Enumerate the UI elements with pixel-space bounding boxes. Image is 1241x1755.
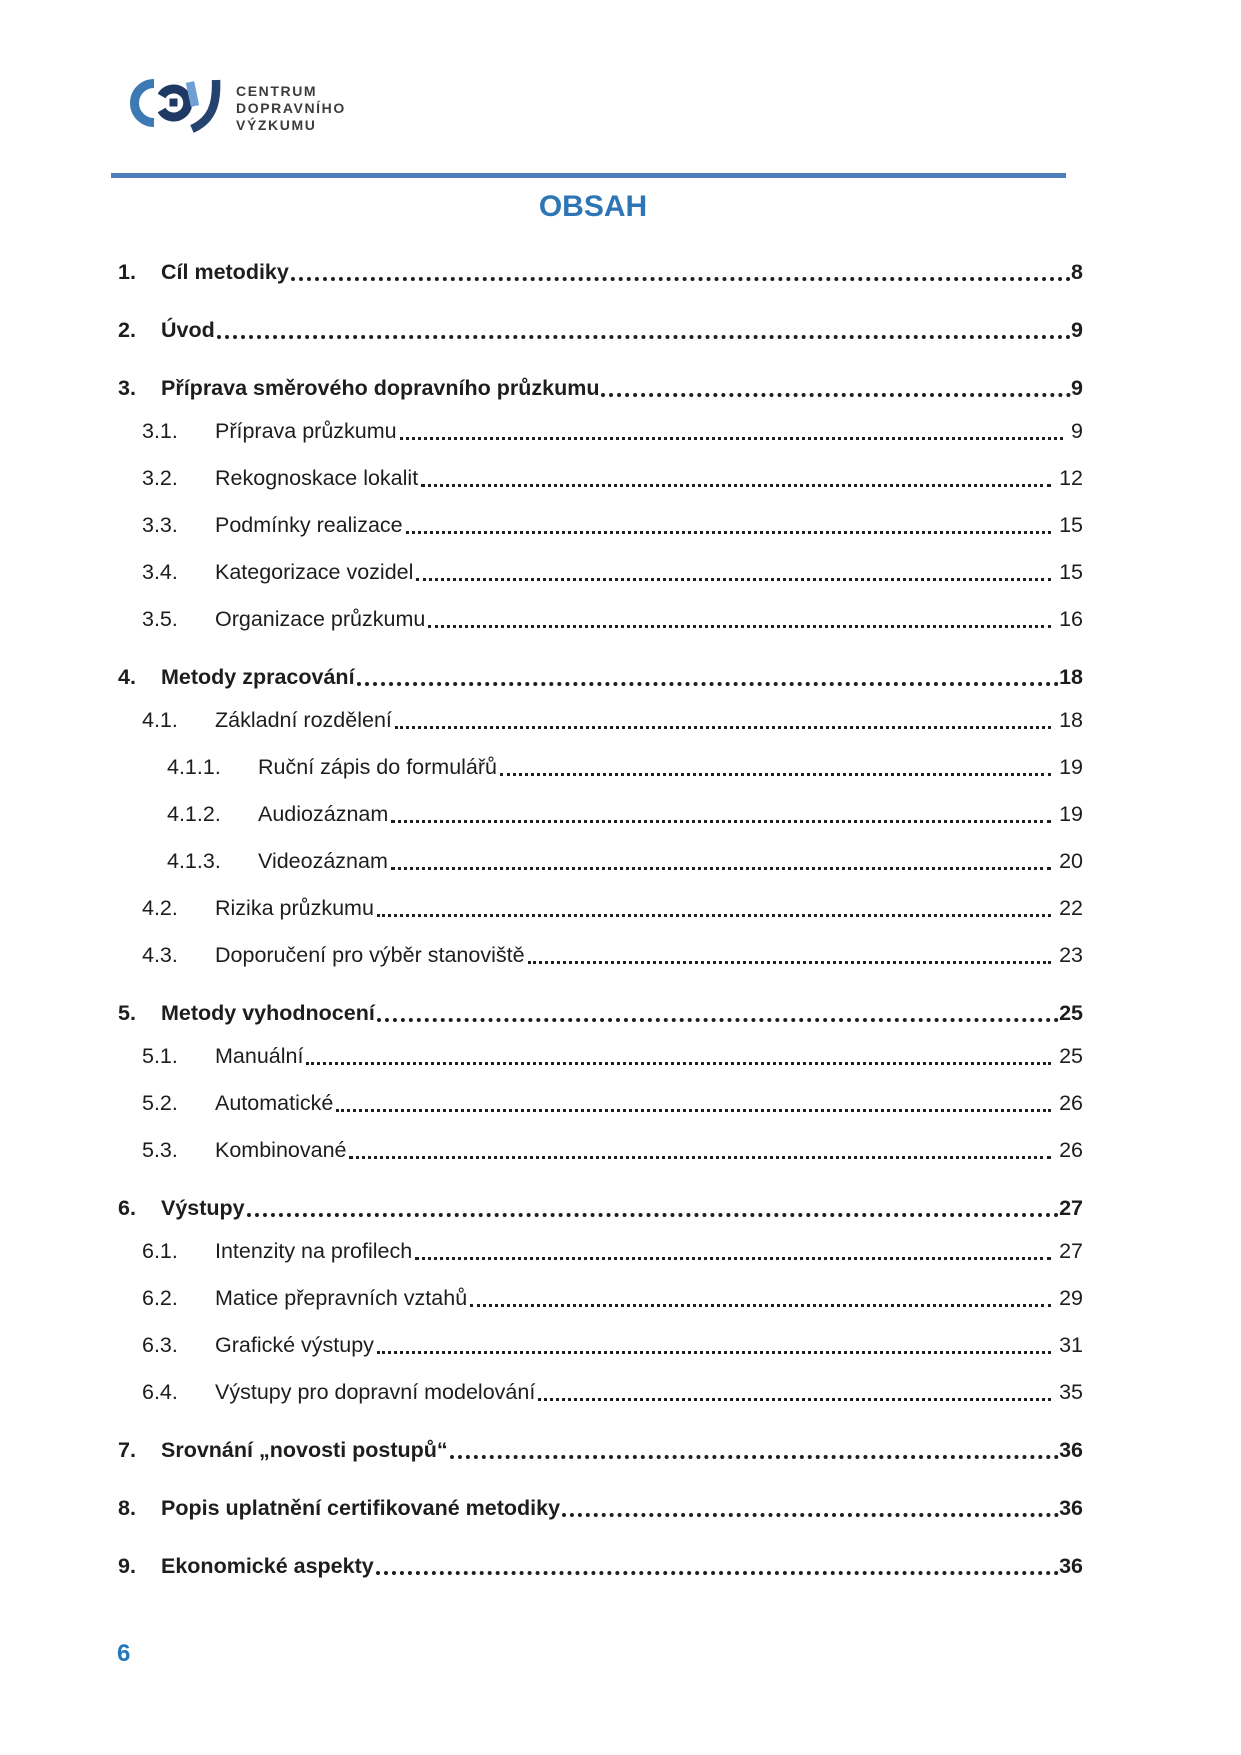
toc-entry-label: Cíl metodiky (161, 260, 289, 284)
toc-entry[interactable] (103, 800, 1083, 828)
toc-entry[interactable] (103, 1042, 1083, 1070)
toc-entry[interactable] (103, 464, 1083, 492)
toc-entry-page: 36 (1059, 1438, 1083, 1462)
toc-entry-page: 27 (1059, 1239, 1083, 1263)
toc-entry-number: 3.2. (142, 466, 178, 490)
toc-entry-label: Grafické výstupy (215, 1333, 374, 1357)
toc-entry[interactable] (103, 999, 1083, 1027)
toc-entry-label: Popis uplatnění certifikované metodiky (161, 1496, 561, 1520)
toc-entry-number: 7. (118, 1438, 136, 1462)
toc-entry-page: 22 (1059, 896, 1083, 920)
toc-entry-page: 19 (1059, 755, 1083, 779)
dot-leader (421, 484, 1051, 487)
toc-entry-label: Základní rozdělení (215, 708, 392, 732)
toc-entry[interactable] (103, 1378, 1083, 1406)
toc-entry[interactable] (103, 1136, 1083, 1164)
dot-leader (377, 1351, 1051, 1354)
table-of-contents (103, 258, 1083, 1580)
toc-entry-number: 4.1.3. (167, 849, 221, 873)
footer-page-number: 6 (117, 1640, 131, 1667)
toc-entry-page: 26 (1059, 1138, 1083, 1162)
toc-entry-number: 5.3. (142, 1138, 178, 1162)
toc-entry-page: 29 (1059, 1286, 1083, 1310)
dot-leader (377, 1018, 1059, 1022)
toc-entry-page: 15 (1059, 513, 1083, 537)
toc-entry-number: 5.2. (142, 1091, 178, 1115)
toc-entry-label: Audiozáznam (258, 802, 389, 826)
toc-entry-page: 27 (1059, 1196, 1083, 1220)
toc-entry-label: Rekognoskace lokalit (215, 466, 419, 490)
dot-leader (500, 773, 1051, 776)
toc-entry-number: 3.4. (142, 560, 178, 584)
toc-entry-number: 4.1.2. (167, 802, 221, 826)
toc-entry-number: 5.1. (142, 1044, 178, 1068)
toc-entry-number: 2. (118, 318, 136, 342)
toc-entry[interactable] (103, 663, 1083, 691)
toc-entry-number: 3.3. (142, 513, 178, 537)
dot-leader (377, 914, 1051, 917)
toc-entry-page: 9 (1071, 419, 1083, 443)
toc-entry[interactable] (103, 558, 1083, 586)
dot-leader (562, 1513, 1059, 1517)
cdv-logo-icon (128, 70, 221, 136)
toc-entry-label: Organizace průzkumu (215, 607, 426, 631)
dot-leader (349, 1156, 1051, 1159)
toc-entry-page: 8 (1071, 260, 1083, 284)
toc-entry-number: 1. (118, 260, 136, 284)
toc-entry[interactable] (103, 1089, 1083, 1117)
toc-entry-label: Ekonomické aspekty (161, 1554, 374, 1578)
toc-entry[interactable] (103, 1436, 1083, 1464)
toc-entry[interactable] (103, 258, 1083, 286)
toc-entry-label: Metody zpracování (161, 665, 355, 689)
dot-leader (406, 531, 1051, 534)
toc-entry-page: 9 (1071, 318, 1083, 342)
dot-leader (428, 625, 1051, 628)
toc-entry-number: 6.4. (142, 1380, 178, 1404)
toc-entry-page: 23 (1059, 943, 1083, 967)
dot-leader (395, 726, 1051, 729)
toc-entry[interactable] (103, 1237, 1083, 1265)
toc-entry-label: Příprava směrového dopravního průzkumu (161, 376, 600, 400)
toc-entry-page: 20 (1059, 849, 1083, 873)
toc-entry-number: 6. (118, 1196, 136, 1220)
toc-entry-page: 15 (1059, 560, 1083, 584)
dot-leader (247, 1213, 1059, 1217)
dot-leader (538, 1398, 1051, 1401)
toc-entry-label: Manuální (215, 1044, 304, 1068)
toc-entry-label: Matice přepravních vztahů (215, 1286, 468, 1310)
toc-entry[interactable] (103, 1331, 1083, 1359)
toc-entry[interactable] (103, 753, 1083, 781)
logo-line-1: CENTRUM (236, 83, 318, 99)
toc-entry-label: Intenzity na profilech (215, 1239, 413, 1263)
toc-entry-page: 25 (1059, 1001, 1083, 1025)
toc-entry-label: Výstupy pro dopravní modelování (215, 1380, 536, 1404)
toc-entry-page: 31 (1059, 1333, 1083, 1357)
toc-entry-label: Automatické (215, 1091, 334, 1115)
dot-leader (400, 437, 1063, 440)
toc-entry-label: Videozáznam (258, 849, 388, 873)
dot-leader (217, 335, 1071, 339)
toc-entry-number: 4.2. (142, 896, 178, 920)
toc-entry-label: Doporučení pro výběr stanoviště (215, 943, 525, 967)
toc-entry[interactable] (103, 511, 1083, 539)
toc-entry-label: Srovnání „novosti postupů“ (161, 1438, 448, 1462)
cdv-logo (128, 70, 346, 136)
toc-entry-page: 26 (1059, 1091, 1083, 1115)
toc-entry-page: 12 (1059, 466, 1083, 490)
dot-leader (291, 277, 1071, 281)
toc-entry[interactable] (103, 1194, 1083, 1222)
logo-line-2: DOPRAVNÍHO (236, 100, 346, 116)
toc-entry[interactable] (103, 1284, 1083, 1312)
toc-entry-page: 19 (1059, 802, 1083, 826)
dot-leader (336, 1109, 1051, 1112)
toc-entry[interactable] (103, 1494, 1083, 1522)
logo-wordmark (236, 83, 346, 134)
toc-entry[interactable] (103, 941, 1083, 969)
toc-entry[interactable] (103, 1552, 1083, 1580)
toc-entry-label: Výstupy (161, 1196, 245, 1220)
toc-entry-number: 8. (118, 1496, 136, 1520)
dot-leader (415, 1257, 1051, 1260)
toc-entry-number: 4.3. (142, 943, 178, 967)
page-title: OBSAH (538, 190, 648, 223)
toc-entry-number: 3.5. (142, 607, 178, 631)
toc-entry-number: 6.1. (142, 1239, 178, 1263)
toc-entry-page: 36 (1059, 1496, 1083, 1520)
toc-entry-number: 4.1.1. (167, 755, 221, 779)
toc-entry-label: Metody vyhodnocení (161, 1001, 375, 1025)
toc-entry-number: 3.1. (142, 419, 178, 443)
dot-leader (601, 393, 1071, 397)
dot-leader (357, 682, 1060, 686)
toc-entry-label: Kategorizace vozidel (215, 560, 414, 584)
toc-entry-page: 25 (1059, 1044, 1083, 1068)
toc-entry-page: 35 (1059, 1380, 1083, 1404)
toc-entry[interactable] (103, 374, 1083, 402)
toc-entry[interactable] (103, 706, 1083, 734)
toc-entry-number: 6.2. (142, 1286, 178, 1310)
dot-leader (391, 820, 1051, 823)
toc-entry-page: 9 (1071, 376, 1083, 400)
toc-entry-label: Ruční zápis do formulářů (258, 755, 497, 779)
dot-leader (416, 578, 1051, 581)
logo-line-3: VÝZKUMU (236, 117, 317, 133)
toc-entry[interactable] (103, 847, 1083, 875)
dot-leader (306, 1062, 1051, 1065)
toc-entry[interactable] (103, 605, 1083, 633)
dot-leader (470, 1304, 1051, 1307)
toc-entry-label: Příprava průzkumu (215, 419, 397, 443)
toc-entry-page: 36 (1059, 1554, 1083, 1578)
dot-leader (391, 867, 1051, 870)
dot-leader (376, 1571, 1059, 1575)
toc-entry-number: 6.3. (142, 1333, 178, 1357)
toc-entry-number: 4.1. (142, 708, 178, 732)
toc-entry[interactable] (103, 417, 1083, 445)
toc-entry-number: 4. (118, 665, 136, 689)
toc-entry-label: Rizika průzkumu (215, 896, 374, 920)
toc-entry-label: Podmínky realizace (215, 513, 403, 537)
toc-entry-number: 5. (118, 1001, 136, 1025)
dot-leader (450, 1455, 1059, 1459)
toc-entry-label: Kombinované (215, 1138, 347, 1162)
header-divider (111, 173, 1066, 178)
toc-entry[interactable] (103, 894, 1083, 922)
toc-entry-label: Úvod (161, 318, 215, 342)
toc-entry-number: 9. (118, 1554, 136, 1578)
toc-entry-page: 18 (1059, 665, 1083, 689)
dot-leader (528, 961, 1052, 964)
toc-entry-page: 16 (1059, 607, 1083, 631)
toc-entry[interactable] (103, 316, 1083, 344)
toc-entry-number: 3. (118, 376, 136, 400)
toc-entry-page: 18 (1059, 708, 1083, 732)
